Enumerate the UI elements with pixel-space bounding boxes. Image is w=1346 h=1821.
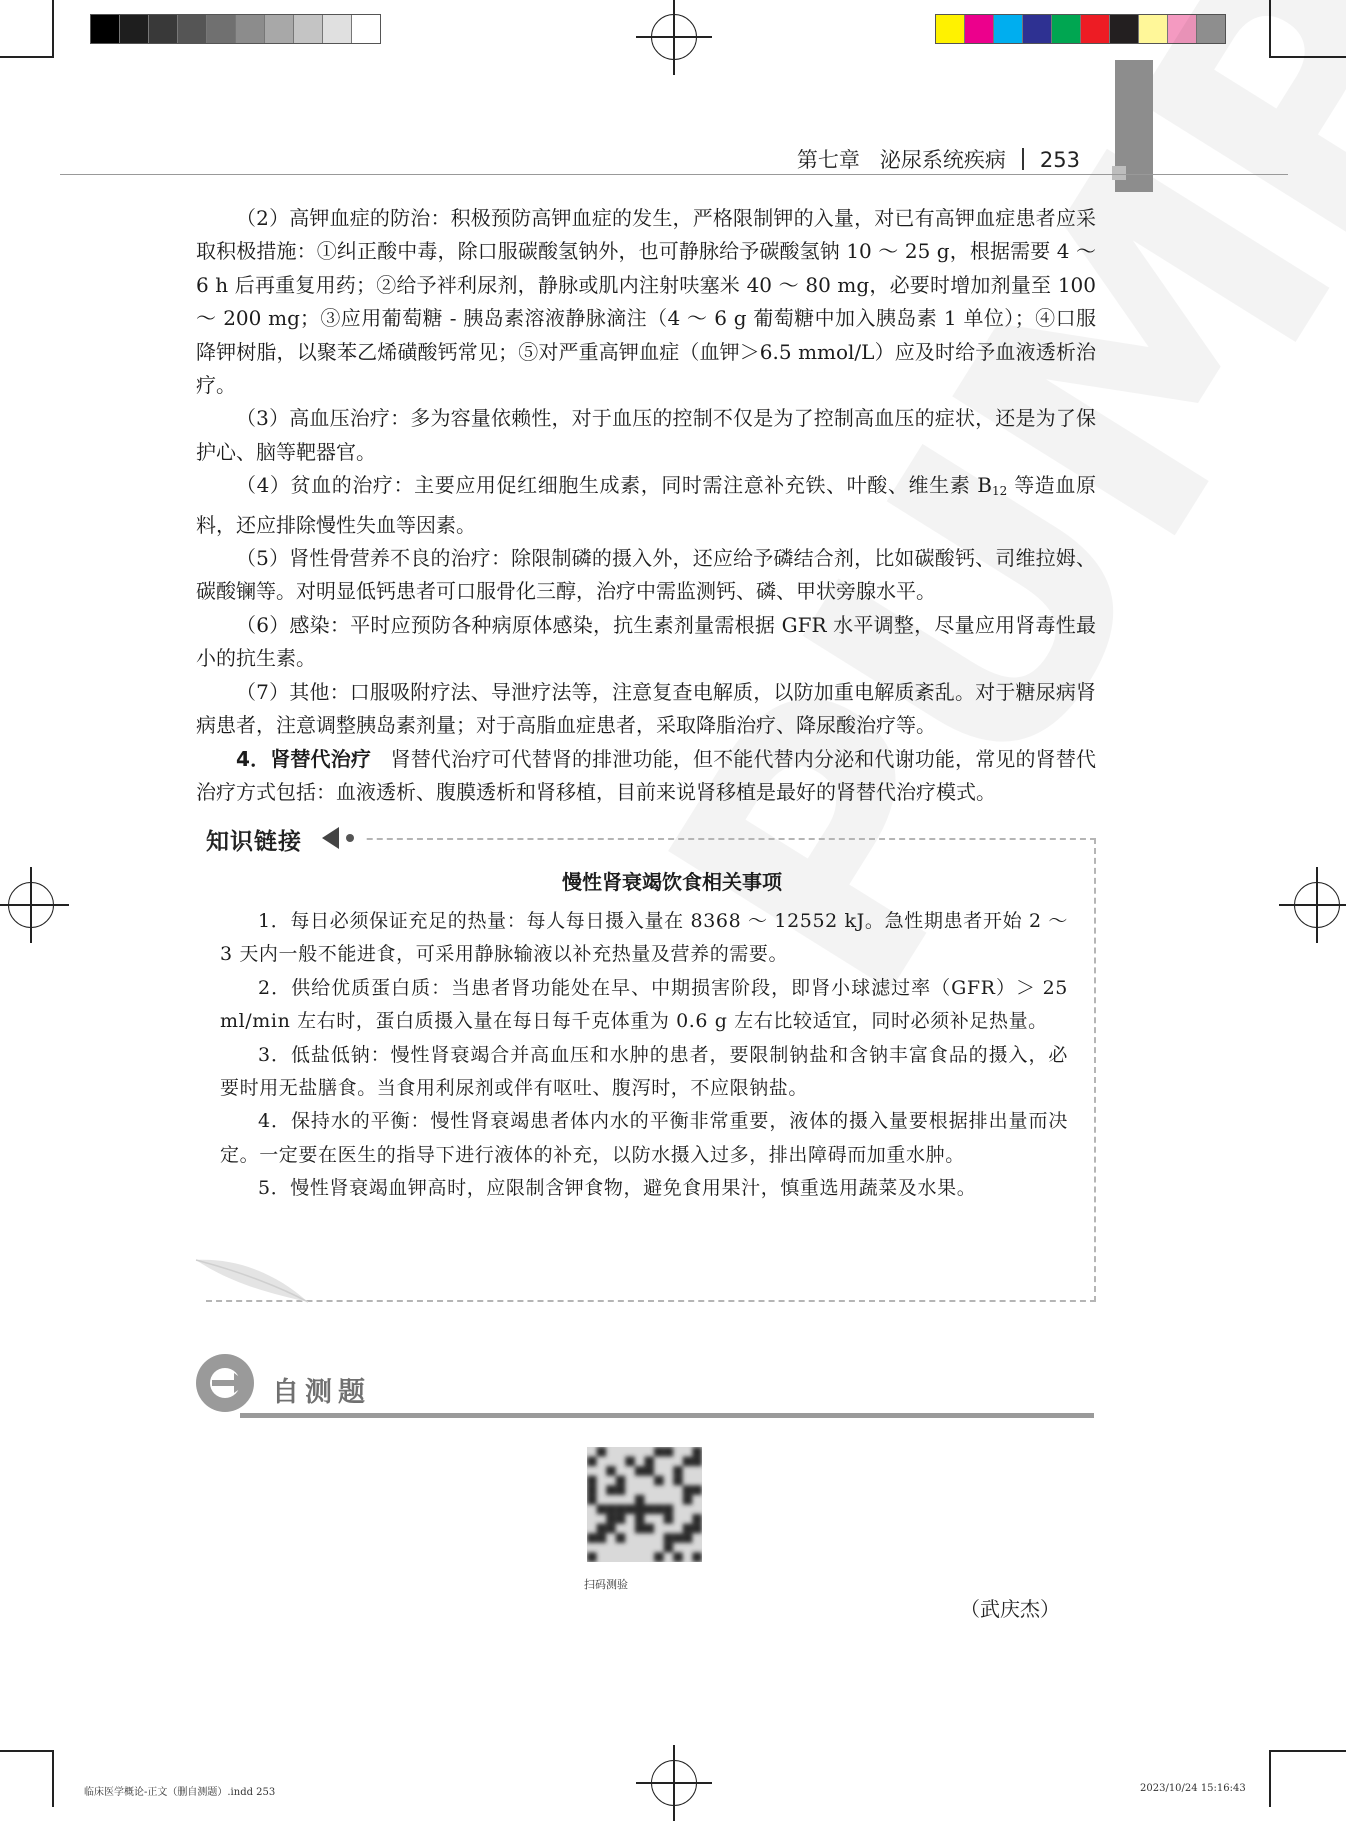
arrow-right-icon (210, 1372, 250, 1394)
self-test-underline (240, 1413, 1094, 1418)
paragraph: （3）高血压治疗：多为容量依赖性，对于血压的控制不仅是为了控制高血压的症状，还是为了保护心、脑等靶器官。 (196, 406, 1096, 464)
color-swatch (352, 15, 380, 43)
header-separator (1022, 148, 1024, 170)
crop-mark (0, 1750, 54, 1752)
chapter-title: 泌尿系统疾病 (879, 148, 1006, 172)
crop-mark (0, 56, 54, 58)
paragraph: （2）高钾血症的防治：积极预防高钾血症的发生，严格限制钾的入量，对已有高钾血症患者应采取积极措施：①纠正酸中毒，除口服碳酸氢钠外，也可静脉给予碳酸氢钠 10 ～ 25 g，根据需要 4 ～ 6 h 后再重复用药；②给予袢利尿剂，静脉或肌内注射呋塞米 40 ～ 80 mg，必要时增加剂量至 100 ～ 200 mg；③应用葡萄糖 - 胰岛素溶液静脉滴注（4 ～ 6 g 葡萄糖中加入胰岛素 1 单位）；④口服降钾树脂，以聚苯乙烯磺酸钙常见；⑤对严重高钾血症（血钾＞6.5 mmol/L）应及时给予血液透析治疗。 (196, 206, 1096, 398)
registration-mark (651, 14, 697, 60)
list-item: 2．供给优质蛋白质：当患者肾功能处在早、中期损害阶段，即肾小球滤过率（GFR）＞ 25 ml/min 左右时，蛋白质摄入量在每日每千克体重为 0.6 g 左右比较适宜，同时必须补足热量。 (220, 976, 1068, 1033)
knowledge-link-text (220, 905, 1068, 1206)
self-test-title: 自测题 (272, 1377, 371, 1408)
paragraph-text: （4）贫血的治疗：主要应用促红细胞生成素，同时需注意补充铁、叶酸、维生素 B (236, 473, 992, 498)
crop-mark (1269, 1750, 1346, 1752)
color-swatch (323, 15, 352, 43)
footer-datetime: 2023/10/24 15:16:43 (1140, 1783, 1246, 1794)
author: （武庆杰） (960, 1597, 1060, 1621)
registration-mark (1294, 882, 1340, 928)
paragraph (196, 743, 1096, 810)
feather-icon (192, 1250, 312, 1310)
color-swatch (936, 15, 965, 43)
qr-code[interactable] (587, 1447, 702, 1562)
knowledge-link-label: 知识链接 (206, 829, 302, 855)
footer-file-name: 临床医学概论-正文（删自测题）.indd 253 (84, 1787, 276, 1798)
color-swatch (120, 15, 149, 43)
color-swatch (207, 15, 236, 43)
list-item: 3．低盐低钠：慢性肾衰竭合并高血压和水肿的患者，要限制钠盐和含钠丰富食品的摄入，必要时用无盐膳食。当食用利尿剂或伴有呕吐、腹泻时，不应限钠盐。 (220, 1043, 1068, 1100)
list-item: 5．慢性肾衰竭血钾高时，应限制含钾食物，避免食用果汁，慎重选用蔬菜及水果。 (258, 1177, 977, 1200)
body-text (196, 202, 1096, 809)
color-swatch (294, 15, 323, 43)
paragraph: （5）肾性骨营养不良的治疗：除限制磷的摄入外，还应给予磷结合剂，比如碳酸钙、司维拉姆、碳酸镧等。对明显低钙患者可口服骨化三醇，治疗中需监测钙、磷、甲状旁腺水平。 (196, 546, 1096, 604)
subscript: 12 (991, 484, 1008, 499)
color-swatch (965, 15, 994, 43)
header-text (797, 144, 1080, 174)
chapter-number: 第七章 (796, 148, 860, 172)
color-swatch (178, 15, 207, 43)
registration-mark (8, 882, 54, 928)
color-swatch (236, 15, 265, 43)
grayscale-color-bar (90, 14, 381, 44)
color-swatch (149, 15, 178, 43)
paragraph-text: 等造血原料，还应排除慢性失血等因素。 (196, 473, 1097, 537)
crop-mark (52, 0, 54, 58)
paragraph: （7）其他：口服吸附疗法、导泄疗法等，注意复查电解质，以防加重电解质紊乱。对于糖尿病肾病患者，注意调整胰岛素剂量；对于高脂血症患者，采取降脂治疗、降尿酸治疗等。 (196, 679, 1096, 738)
color-swatch (265, 15, 294, 43)
color-swatch (91, 15, 120, 43)
crop-mark (52, 1750, 54, 1807)
section-heading: 4．肾替代治疗 (236, 746, 372, 771)
page-number: 253 (1039, 148, 1080, 172)
qr-caption: 扫码测验 (584, 1578, 628, 1591)
color-swatch (1052, 15, 1081, 43)
paragraph: （6）感染：平时应预防各种病原体感染，抗生素剂量需根据 GFR 水平调整，尽量应用肾毒性最小的抗生素。 (196, 612, 1096, 671)
list-item: 4．保持水的平衡：慢性肾衰竭患者体内水的平衡非常重要，液体的摄入量要根据排出量而决定。一定要在医生的指导下进行液体的补充，以防水摄入过多，排出障碍而加重水肿。 (220, 1110, 1068, 1166)
list-item: 1．每日必须保证充足的热量：每人每日摄入量在 8368 ～ 12552 kJ。急性期患者开始 2 ～ 3 天内一般不能进食，可采用静脉输液以补充热量及营养的需要。 (220, 910, 1068, 966)
registration-mark (651, 1760, 697, 1806)
knowledge-link-title: 慢性肾衰竭饮食相关事项 (562, 870, 782, 894)
running-header (60, 138, 1288, 175)
color-swatch (994, 15, 1023, 43)
paragraph (196, 469, 1096, 542)
dot-icon (346, 834, 354, 842)
paragraph-text: 肾替代治疗可代替肾的排泄功能，但不能代替内分泌和代谢功能，常见的肾替代治疗方式包括：血液透析、腹膜透析和肾移植，目前来说肾移植是最好的肾替代治疗模式。 (196, 746, 1097, 804)
crop-mark (1269, 1750, 1271, 1807)
color-swatch (1023, 15, 1052, 43)
triangle-left-icon (322, 827, 339, 849)
